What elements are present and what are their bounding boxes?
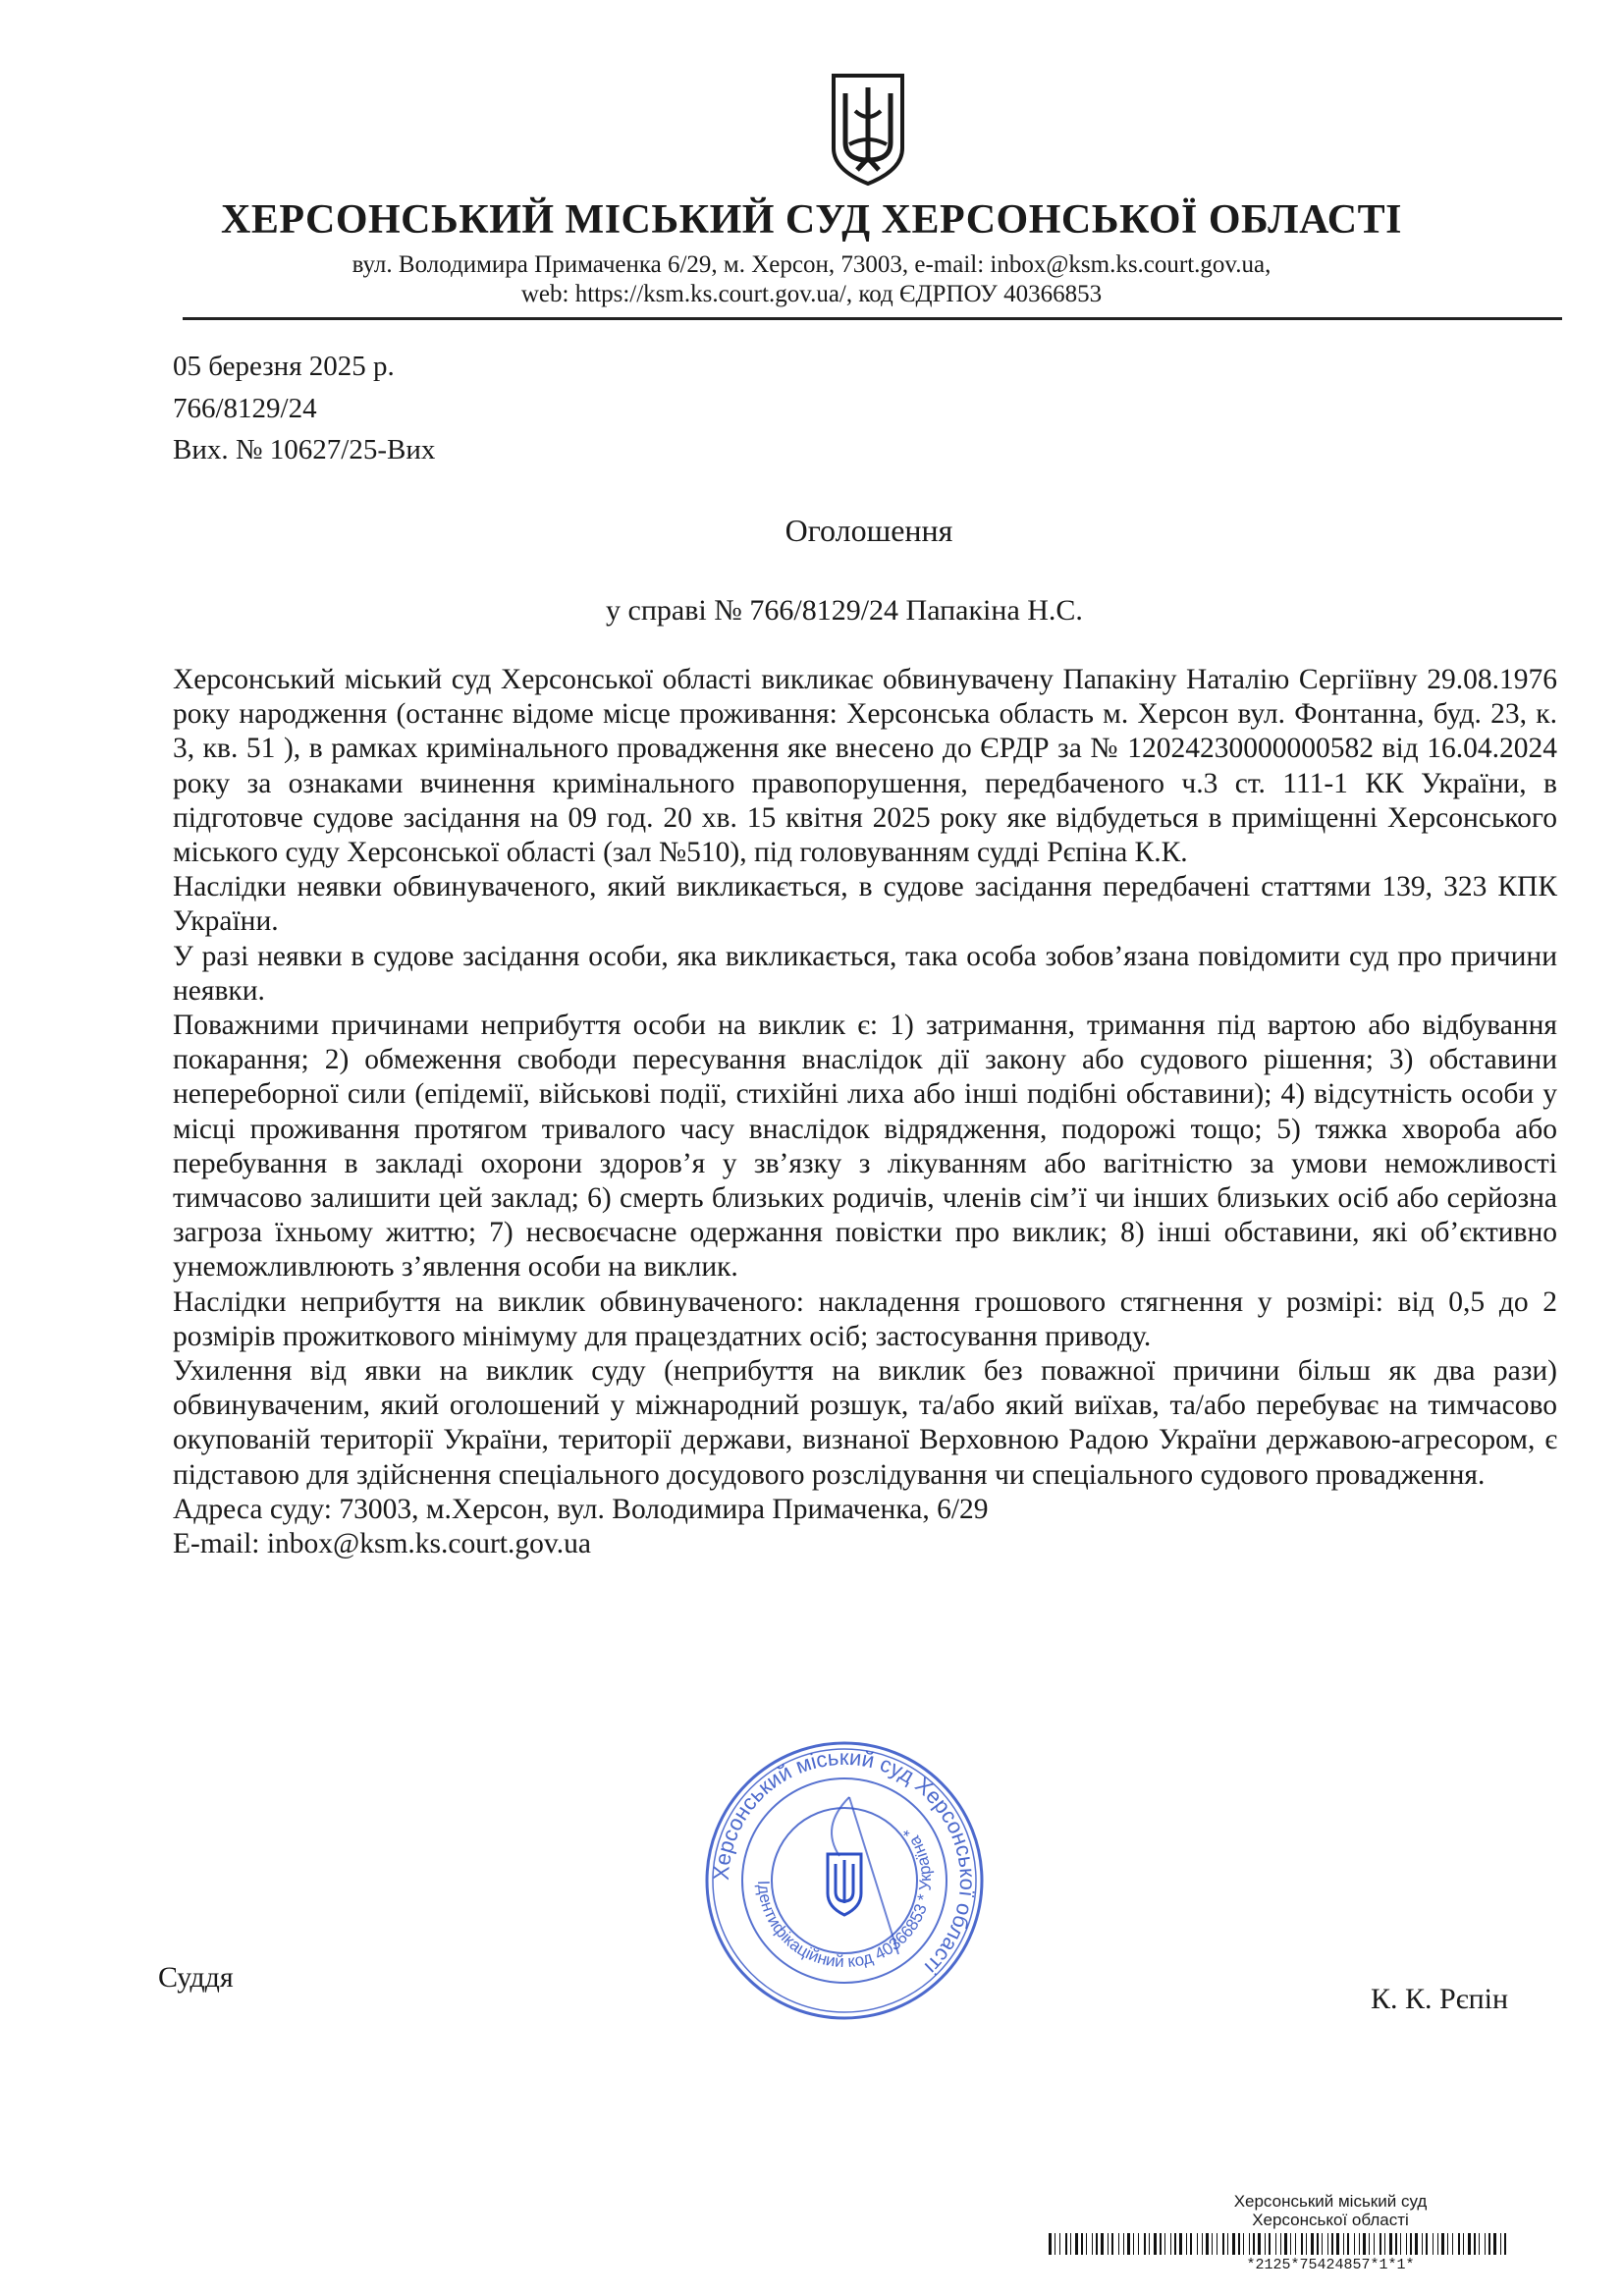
barcode-bar bbox=[1474, 2233, 1476, 2255]
barcode-bar bbox=[1174, 2233, 1176, 2255]
barcode-bar bbox=[1202, 2233, 1203, 2255]
barcode-bar bbox=[1138, 2233, 1139, 2255]
barcode-bar bbox=[1243, 2233, 1244, 2255]
footer-court-label bbox=[1109, 2192, 1551, 2229]
barcode-bar bbox=[1118, 2233, 1119, 2255]
signer-role: Суддя bbox=[158, 1961, 234, 1994]
document-heading: Оголошення bbox=[784, 513, 953, 548]
barcode-bar bbox=[1227, 2233, 1228, 2255]
barcode-bar bbox=[1154, 2233, 1157, 2255]
barcode-bar bbox=[1258, 2233, 1261, 2255]
barcode-bar bbox=[1322, 2233, 1323, 2255]
barcode-bar bbox=[1212, 2233, 1213, 2255]
barcode-bar bbox=[1441, 2233, 1444, 2255]
barcode-bar bbox=[1232, 2233, 1235, 2255]
outgoing-number: Вих. № 10627/25-Вих bbox=[173, 434, 436, 465]
barcode-bar bbox=[1070, 2233, 1071, 2255]
barcode-bar bbox=[1317, 2233, 1319, 2255]
document-date: 05 березня 2025 р. bbox=[173, 351, 395, 382]
barcode-bar bbox=[1488, 2233, 1490, 2255]
valid-reasons-paragraph: Поважними причинами неприбуття особи на виклик є: 1) затримання, тримання під вартою або відбування покарання; 2) обмеження свободи пересування внаслідок дії закону або судового рішення; 3) обставини непереборної сили (епідемії, військові події, стихійні лиха або інші подібні обставини); 4) відсутність особи у місці проживання протягом тривалого часу внаслідок відрядження, подорожі тощо; 5) тяжка хвороба або перебування в закладі охорони здоров’я у зв’язку з лікуванням або вагітністю за умови неможливості тимчасово залишити цей заклад; 6) смерть близьких родичів, членів сім’ї чи інших близьких осіб або серйозна загроза їхньому життю; 7) несвоєчасне одержання повістки про виклик; 8) інші обставини, які об’єктивно унеможливлюють з’явлення особи на виклик. bbox=[173, 1010, 1557, 1284]
barcode bbox=[1049, 2233, 1510, 2255]
barcode-bar bbox=[1086, 2233, 1087, 2255]
barcode-bar bbox=[1253, 2233, 1255, 2255]
barcode-bar bbox=[1301, 2233, 1303, 2255]
barcode-bar bbox=[1406, 2233, 1407, 2255]
seal-outer-text: Херсонський міський суд Херсонської області bbox=[708, 1744, 981, 1980]
barcode-bar bbox=[1410, 2233, 1412, 2255]
barcode-bar bbox=[1197, 2233, 1198, 2255]
barcode-bar bbox=[1065, 2233, 1067, 2255]
letterhead-divider bbox=[183, 317, 1562, 320]
court-address: Адреса суду: 73003, м.Херсон, вул. Володимира Примаченка, 6/29 bbox=[173, 1493, 989, 1525]
barcode-bar bbox=[1415, 2233, 1418, 2255]
barcode-bar bbox=[1206, 2233, 1209, 2255]
announcement-body bbox=[173, 663, 1557, 1561]
court-seal-stamp bbox=[702, 1738, 987, 2023]
special-proceedings-paragraph: Ухилення від явки на виклик суду (неприбуття на виклик без поважної причини більш як два рази) обвинуваченим, який оголошений у міжнародний розшук, та/або який виїхав, та/або перебуває на тимчасово окупованій території України, території держави, визнаної Верховною Радою України державою-агресором, є підставою для здійснення спеціального досудового розслідування чи спеціального судового провадження. bbox=[173, 1355, 1557, 1491]
barcode-bar bbox=[1190, 2233, 1192, 2255]
barcode-bar bbox=[1458, 2233, 1460, 2255]
barcode-bar bbox=[1111, 2233, 1113, 2255]
barcode-bar bbox=[1179, 2233, 1182, 2255]
barcode-bar bbox=[1359, 2233, 1360, 2255]
barcode-bar bbox=[1384, 2233, 1385, 2255]
barcode-bar bbox=[1290, 2233, 1291, 2255]
barcode-bar bbox=[1493, 2233, 1496, 2255]
barcode-bar bbox=[1485, 2233, 1486, 2255]
barcode-bar bbox=[1479, 2233, 1480, 2255]
barcode-bar bbox=[1249, 2233, 1250, 2255]
notification-duty-paragraph: У разі неявки в судове засідання особи, яка викликається, така особа зобов’язана повідомити суд про причини неявки. bbox=[173, 940, 1557, 1007]
barcode-bar bbox=[1347, 2233, 1349, 2255]
barcode-bar bbox=[1096, 2233, 1098, 2255]
barcode-bar bbox=[1170, 2233, 1171, 2255]
barcode-bar bbox=[1238, 2233, 1240, 2255]
signer-name: К. К. Рєпін bbox=[1371, 1983, 1509, 2015]
barcode-bar bbox=[1452, 2233, 1453, 2255]
barcode-number: *2125*75424857*1*1* bbox=[1246, 2257, 1415, 2273]
barcode-bar bbox=[1437, 2233, 1438, 2255]
summons-paragraph: Херсонський міський суд Херсонської області викликає обвинувачену Папакіну Наталію Сергіївну 29.08.1976 року народження (останнє відоме місце проживання: Херсонська область м. Херсон вул. Фонтанна, буд. 23, к. 3, кв. 51 ), в рамках кримінального провадження яке внесено до ЄРДР за № 12024230000000582 від 16.04.2024 року за ознаками вчинення кримінального правопорушення, передбаченого ч.3 ст. 111-1 КК України, в підготовче судове засідання на 09 год. 20 хв. 15 квітня 2025 року яке відбудеться в приміщенні Херсонського міського суду Херсонської області (зал №510), під головуванням судді Рєпіна К.К. bbox=[173, 664, 1557, 869]
barcode-bar bbox=[1280, 2233, 1281, 2255]
barcode-bar bbox=[1422, 2233, 1423, 2255]
barcode-bar bbox=[1426, 2233, 1428, 2255]
barcode-bar bbox=[1149, 2233, 1150, 2255]
barcode-bar bbox=[1108, 2233, 1109, 2255]
barcode-bar bbox=[1306, 2233, 1307, 2255]
barcode-bar bbox=[1295, 2233, 1296, 2255]
barcode-bar bbox=[1389, 2233, 1392, 2255]
court-name: ХЕРСОНСЬКИЙ МІСЬКИЙ СУД ХЕРСОНСЬКОЇ ОБЛАСТІ bbox=[220, 197, 1403, 243]
penalty-paragraph: Наслідки неприбуття на виклик обвинуваченого: накладення грошового стягнення у розмірі: від 0,5 до 2 розмірів прожиткового мінімуму для працездатних осіб; застосування приводу. bbox=[173, 1285, 1557, 1352]
barcode-bar bbox=[1380, 2233, 1381, 2255]
barcode-bar bbox=[1468, 2233, 1471, 2255]
barcode-bar bbox=[1164, 2233, 1165, 2255]
barcode-bar bbox=[1311, 2233, 1314, 2255]
barcode-bar bbox=[1504, 2233, 1506, 2255]
barcode-bar bbox=[1275, 2233, 1276, 2255]
barcode-bar bbox=[1265, 2233, 1266, 2255]
case-number: 766/8129/24 bbox=[173, 393, 317, 424]
footer-court-line2: Херсонської області bbox=[1252, 2211, 1409, 2229]
barcode-bar bbox=[1331, 2233, 1333, 2255]
barcode-bar bbox=[1186, 2233, 1187, 2255]
barcode-bar bbox=[1336, 2233, 1339, 2255]
barcode-bar bbox=[1049, 2233, 1052, 2255]
coat-of-arms-icon bbox=[828, 72, 908, 188]
barcode-bar bbox=[1144, 2233, 1146, 2255]
barcode-bar bbox=[1395, 2233, 1397, 2255]
barcode-bar bbox=[1059, 2233, 1060, 2255]
barcode-bar bbox=[1369, 2233, 1370, 2255]
barcode-bar bbox=[1363, 2233, 1366, 2255]
court-web-line: web: https://ksm.ks.court.gov.ua/, код ЄДРПОУ 40366853 bbox=[520, 281, 1103, 307]
barcode-bar bbox=[1075, 2233, 1078, 2255]
document-subheading: у справі № 766/8129/24 Папакіна Н.С. bbox=[606, 594, 1083, 627]
barcode-bar bbox=[1092, 2233, 1093, 2255]
barcode-bar bbox=[1101, 2233, 1104, 2255]
court-email: E-mail: inbox@ksm.ks.court.gov.ua bbox=[173, 1528, 591, 1560]
barcode-bar bbox=[1133, 2233, 1134, 2255]
barcode-bar bbox=[1284, 2233, 1287, 2255]
barcode-bar bbox=[1123, 2233, 1124, 2255]
court-address-line: вул. Володимира Примаченка 6/29, м. Херсон, 73003, e-mail: inbox@ksm.ks.court.gov.ua, bbox=[352, 251, 1271, 278]
barcode-bar bbox=[1374, 2233, 1375, 2255]
barcode-bar bbox=[1127, 2233, 1130, 2255]
barcode-bar bbox=[1269, 2233, 1271, 2255]
barcode-bar bbox=[1327, 2233, 1328, 2255]
barcode-bar bbox=[1354, 2233, 1355, 2255]
barcode-bar bbox=[1447, 2233, 1448, 2255]
barcode-bar bbox=[1500, 2233, 1501, 2255]
barcode-bar bbox=[1222, 2233, 1224, 2255]
barcode-bar bbox=[1433, 2233, 1434, 2255]
footer-court-line1: Херсонський міський суд bbox=[1233, 2192, 1428, 2211]
barcode-bar bbox=[1343, 2233, 1344, 2255]
barcode-bar bbox=[1400, 2233, 1401, 2255]
seal-inner-text: Ідентифікаційний код 40366853 * Україна * bbox=[753, 1823, 936, 1972]
barcode-bar bbox=[1463, 2233, 1464, 2255]
barcode-bar bbox=[1081, 2233, 1083, 2255]
barcode-bar bbox=[1160, 2233, 1162, 2255]
non-appearance-consequences-paragraph: Наслідки неявки обвинуваченого, який викликається, в судове засідання передбачені статтями 139, 323 КПК України. bbox=[173, 871, 1557, 938]
